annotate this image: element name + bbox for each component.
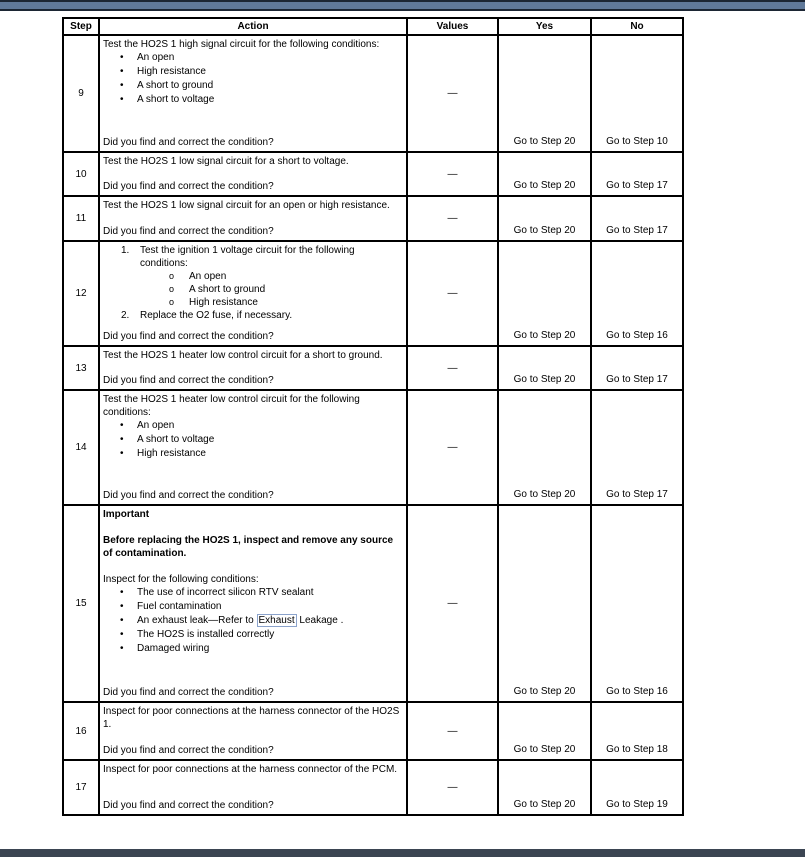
table-row-15 xyxy=(63,505,683,702)
yes-cell: Go to Step 20 xyxy=(498,196,591,241)
col-header-yes: Yes xyxy=(498,18,591,35)
no-cell: Go to Step 17 xyxy=(591,152,683,196)
yes-cell: Go to Step 20 xyxy=(498,241,591,346)
numbered-item xyxy=(103,309,403,322)
list-item: • The use of incorrect silicon RTV sealant xyxy=(103,586,403,600)
table-row-17 xyxy=(63,760,683,815)
item-number: 2. xyxy=(121,310,130,321)
values-cell: — xyxy=(407,346,498,390)
yes-cell: Go to Step 20 xyxy=(498,505,591,702)
condition-list xyxy=(103,51,403,107)
values-cell: — xyxy=(407,196,498,241)
no-cell: Go to Step 10 xyxy=(591,35,683,152)
no-cell: Go to Step 16 xyxy=(591,241,683,346)
col-header-no: No xyxy=(591,18,683,35)
values-cell: — xyxy=(407,241,498,346)
important-label: Important xyxy=(103,509,150,520)
action-intro: Inspect for the following conditions: xyxy=(103,574,259,585)
question-text: Did you find and correct the condition? xyxy=(103,375,274,386)
table-row-12 xyxy=(63,241,683,346)
step-cell: 12 xyxy=(63,241,99,346)
step-cell: 11 xyxy=(63,196,99,241)
values-cell: — xyxy=(407,505,498,702)
question-text: Did you find and correct the condition? xyxy=(103,226,274,237)
table-row-16 xyxy=(63,702,683,760)
list-item xyxy=(103,614,403,628)
action-cell xyxy=(99,702,407,760)
list-item: • High resistance xyxy=(103,65,403,79)
step-cell: 13 xyxy=(63,346,99,390)
exhaust-leak-suffix: Leakage . xyxy=(296,615,344,626)
step-cell: 17 xyxy=(63,760,99,815)
step-cell: 15 xyxy=(63,505,99,702)
list-item: • A short to ground xyxy=(103,79,403,93)
action-cell xyxy=(99,505,407,702)
step-cell: 16 xyxy=(63,702,99,760)
list-item: • A short to voltage xyxy=(103,93,403,107)
item-number: 1. xyxy=(121,245,130,256)
action-cell xyxy=(99,152,407,196)
action-cell xyxy=(99,35,407,152)
step-cell: 14 xyxy=(63,390,99,505)
action-cell xyxy=(99,390,407,505)
no-cell: Go to Step 16 xyxy=(591,505,683,702)
table-row-9 xyxy=(63,35,683,152)
list-item: • High resistance xyxy=(103,447,403,461)
item-text: Replace the O2 fuse, if necessary. xyxy=(140,310,293,321)
action-intro: Test the HO2S 1 high signal circuit for the following conditions: xyxy=(103,39,380,50)
condition-list xyxy=(103,419,403,461)
sub-list-item: o An open xyxy=(103,270,403,283)
question-text: Did you find and correct the condition? xyxy=(103,490,274,501)
question-text: Did you find and correct the condition? xyxy=(103,687,274,698)
exhaust-leak-prefix: An exhaust leak—Refer to xyxy=(137,615,257,626)
sub-list-item: o A short to ground xyxy=(103,283,403,296)
question-text: Did you find and correct the condition? xyxy=(103,181,274,192)
no-cell: Go to Step 17 xyxy=(591,196,683,241)
list-item: • An open xyxy=(103,419,403,433)
action-intro: Test the HO2S 1 low signal circuit for a short to voltage. xyxy=(103,156,349,167)
action-cell xyxy=(99,346,407,390)
list-item: • The HO2S is installed correctly xyxy=(103,628,403,642)
question-text: Did you find and correct the condition? xyxy=(103,331,274,342)
yes-cell: Go to Step 20 xyxy=(498,35,591,152)
action-cell xyxy=(99,760,407,815)
values-cell: — xyxy=(407,760,498,815)
list-item: • An open xyxy=(103,51,403,65)
important-text: Before replacing the HO2S 1, inspect and remove any source of contamination. xyxy=(103,535,394,559)
table-row-10 xyxy=(63,152,683,196)
diagnostic-table xyxy=(62,17,684,816)
table-row-14 xyxy=(63,390,683,505)
list-item: • A short to voltage xyxy=(103,433,403,447)
col-header-step: Step xyxy=(63,18,99,35)
yes-cell: Go to Step 20 xyxy=(498,390,591,505)
step-cell: 9 xyxy=(63,35,99,152)
yes-cell: Go to Step 20 xyxy=(498,152,591,196)
sub-list-item: o High resistance xyxy=(103,296,403,309)
action-intro: Inspect for poor connections at the harness connector of the PCM. xyxy=(103,764,398,775)
no-cell: Go to Step 19 xyxy=(591,760,683,815)
no-cell: Go to Step 17 xyxy=(591,390,683,505)
action-intro: Test the HO2S 1 low signal circuit for an open or high resistance. xyxy=(103,200,390,211)
action-intro: Inspect for poor connections at the harness connector of the HO2S 1. xyxy=(103,706,400,730)
action-intro: Test the HO2S 1 heater low control circuit for the following conditions: xyxy=(103,394,360,418)
top-window-band xyxy=(0,0,805,11)
table-row-11 xyxy=(63,196,683,241)
action-cell xyxy=(99,196,407,241)
condition-list xyxy=(103,586,403,656)
col-header-action: Action xyxy=(99,18,407,35)
col-header-values: Values xyxy=(407,18,498,35)
header-row xyxy=(63,18,683,35)
step-cell: 10 xyxy=(63,152,99,196)
action-intro: Test the HO2S 1 heater low control circuit for a short to ground. xyxy=(103,350,383,361)
item-text: Test the ignition 1 voltage circuit for the following conditions: xyxy=(140,245,355,269)
question-text: Did you find and correct the condition? xyxy=(103,137,274,148)
list-item: • Fuel contamination xyxy=(103,600,403,614)
no-cell: Go to Step 18 xyxy=(591,702,683,760)
numbered-item xyxy=(103,244,403,270)
yes-cell: Go to Step 20 xyxy=(498,702,591,760)
no-cell: Go to Step 17 xyxy=(591,346,683,390)
values-cell: — xyxy=(407,35,498,152)
question-text: Did you find and correct the condition? xyxy=(103,800,274,811)
bottom-window-bar xyxy=(0,849,805,857)
values-cell: — xyxy=(407,390,498,505)
yes-cell: Go to Step 20 xyxy=(498,346,591,390)
values-cell: — xyxy=(407,702,498,760)
yes-cell: Go to Step 20 xyxy=(498,760,591,815)
question-text: Did you find and correct the condition? xyxy=(103,745,274,756)
action-cell xyxy=(99,241,407,346)
exhaust-leakage-link[interactable]: Exhaust xyxy=(258,615,295,626)
table-row-13 xyxy=(63,346,683,390)
list-item: • Damaged wiring xyxy=(103,642,403,656)
values-cell: — xyxy=(407,152,498,196)
